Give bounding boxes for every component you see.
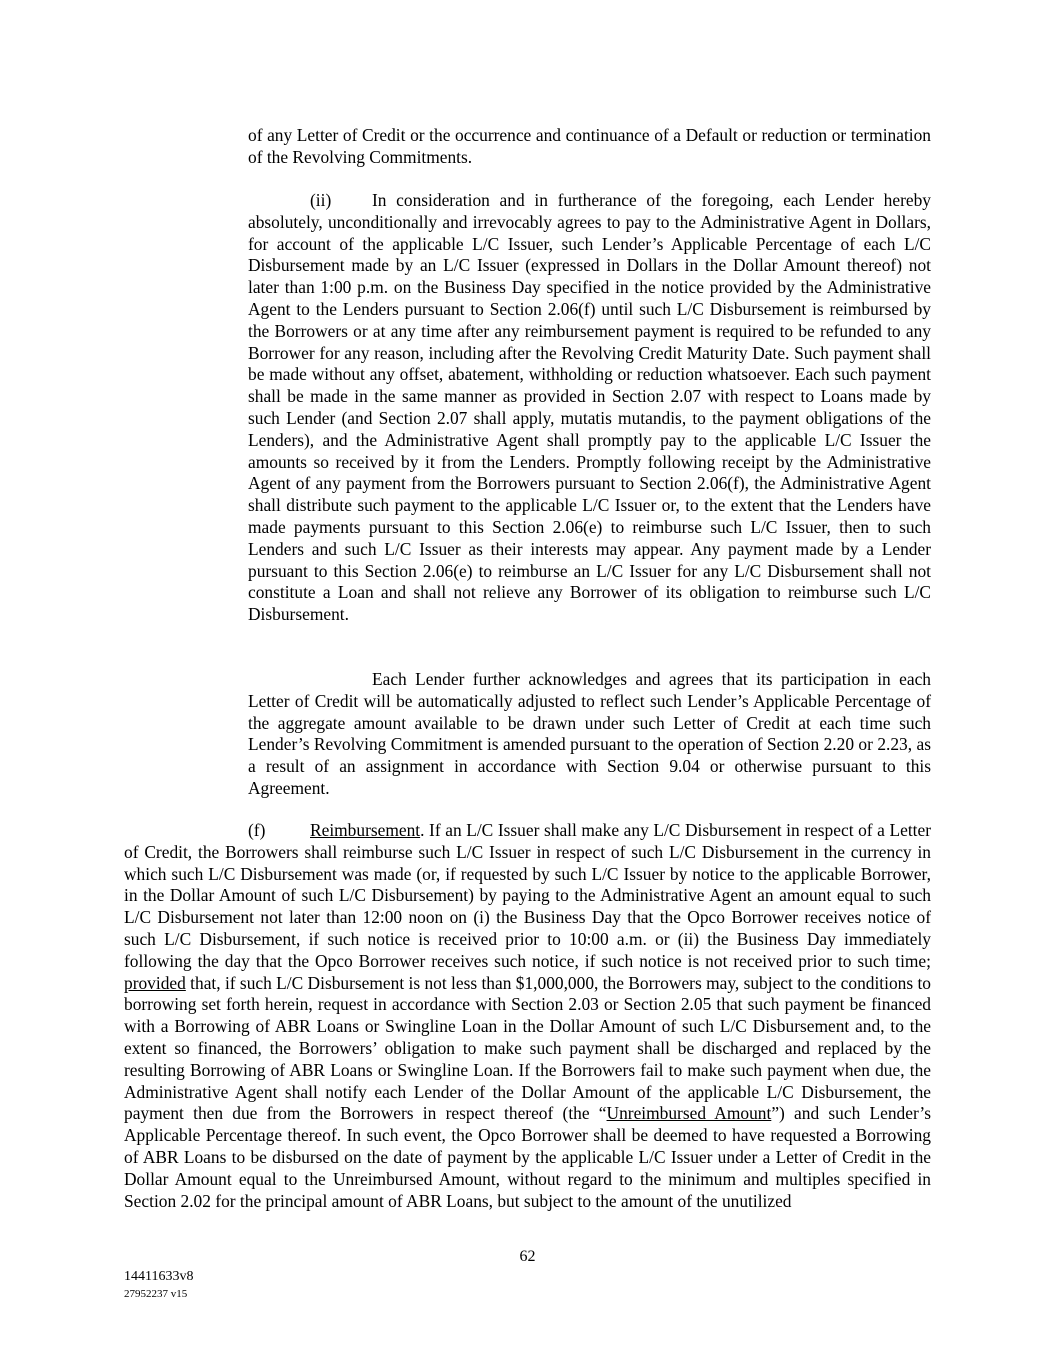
paragraph-continuation: of any Letter of Credit or the occurrence and continuance of a Default or reduction or termination of the Revolving Commitments.: [248, 125, 931, 167]
unreimbursed-amount-term: Unreimbursed Amount: [606, 1103, 772, 1124]
paragraph-each-lender-text: Each Lender further acknowledges and agrees that its participation in each Letter of Credit will be automatically adjusted to reflect such Lender’s Applicable Percentage of the aggregate amount available to be drawn under such Letter of Credit at each time such Lender’s Revolving Commitment is amended pursuant to the operation of Section 2.20 or 2.23, as a result of an assignment in accordance with Section 9.04 or otherwise pursuant to this Agreement.: [248, 669, 931, 798]
paragraph-f-heading: Reimbursement: [310, 820, 421, 840]
paragraph-ii: [248, 190, 931, 626]
paragraph-f-marker: (f): [248, 820, 266, 840]
paragraph-f-text-3: ”) and such Lender’s Applicable Percentage thereof. In such event, the Opco Borrower shall be deemed to have requested a Borrowing of ABR Loans to be disbursed on the date of payment by the applicable L/C Issuer under a Letter of Credit in the Dollar Amount equal to the Unreimbursed Amount, without regard to the minimum and multiples specified in Section 2.02 for the principal amount of ABR Loans, but subject to the amount of the unutilized: [124, 1103, 932, 1211]
page-number: 62: [519, 1248, 536, 1265]
paragraph-f: [124, 820, 931, 1212]
paragraph-f-text-1: . If an L/C Issuer shall make any L/C Disbursement in respect of a Letter of Credit, the Borrowers shall reimburse such L/C Issuer in respect of such L/C Disbursement in the currency in which such L/C Disbursement was made (or, if requested by such L/C Issuer by notice to the applicable Borrower, in the Dollar Amount of such L/C Disbursement) by paying to the Administrative Agent an amount equal to such L/C Disbursement not later than 12:00 noon on (i) the Business Day that the Opco Borrower receives notice of such L/C Disbursement, if such notice is received prior to 10:00 a.m. or (ii) the Business Day immediately following the day that the Opco Borrower receives such notice, if such notice is not received prior to such time;: [124, 820, 931, 971]
document-id-primary: 14411633v8: [124, 1269, 194, 1284]
paragraph-each-lender: [248, 669, 931, 800]
paragraph-ii-marker: (ii): [310, 190, 332, 210]
provided-term: provided: [124, 972, 186, 993]
document-id-secondary: 27952237 v15: [124, 1288, 188, 1300]
paragraph-ii-text: In consideration and in furtherance of the foregoing, each Lender hereby absolutely, unconditionally and irrevocably agrees to pay to the Administrative Agent in Dollars, for account of the applicable L/C Issuer, such Lender’s Applicable Percentage of each L/C Disbursement made by an L/C Issuer (expressed in Dollars in the Dollar Amount thereof) not later than 1:00 p.m. on the Business Day specified in the notice provided by the Administrative Agent to the Lenders pursuant to Section 2.06(f) until such L/C Disbursement is reimbursed by the Borrowers or at any time after any reimbursement payment is required to be refunded to any Borrower for any reason, including after the Revolving Credit Maturity Date. Such payment shall be made without any offset, abatement, withholding or reduction whatsoever. Each such payment shall be made in the same manner as provided in Section 2.07 with respect to Loans made by such Lender (and Section 2.07 shall apply, mutatis mutandis, to the payment obligations of the Lenders), and the Administrative Agent shall promptly pay to the applicable L/C Issuer the amounts so received by it from the Lenders. Promptly following receipt by the Administrative Agent of any payment from the Borrowers pursuant to Section 2.06(f), the Administrative Agent shall distribute such payment to the applicable L/C Issuer or, to the extent that the Lenders have made payments pursuant to this Section 2.06(e) to reimburse such L/C Issuer, then to such Lenders and such L/C Issuer as their interests may appear. Any payment made by a Lender pursuant to this Section 2.06(e) to reimburse an L/C Issuer for any L/C Disbursement shall not constitute a Loan and shall not relieve any Borrower of its obligation to reimburse such L/C Disbursement.: [248, 190, 931, 625]
paragraph-f-text-2: that, if such L/C Disbursement is not less than $1,000,000, the Borrowers may, subject to the conditions to borrowing set forth herein, request in accordance with Section 2.03 or Section 2.05 that such payment be financed with a Borrowing of ABR Loans or Swingline Loan in the Dollar Amount of such L/C Disbursement and, to the extent so financed, the Borrowers’ obligation to make such payment shall be discharged and replaced by the resulting Borrowing of ABR Loans or Swingline Loan. If the Borrowers fail to make such payment when due, the Administrative Agent shall notify each Lender of the Dollar Amount of the applicable L/C Disbursement, the payment then due from the Borrowers in respect thereof (the “: [124, 972, 931, 1124]
